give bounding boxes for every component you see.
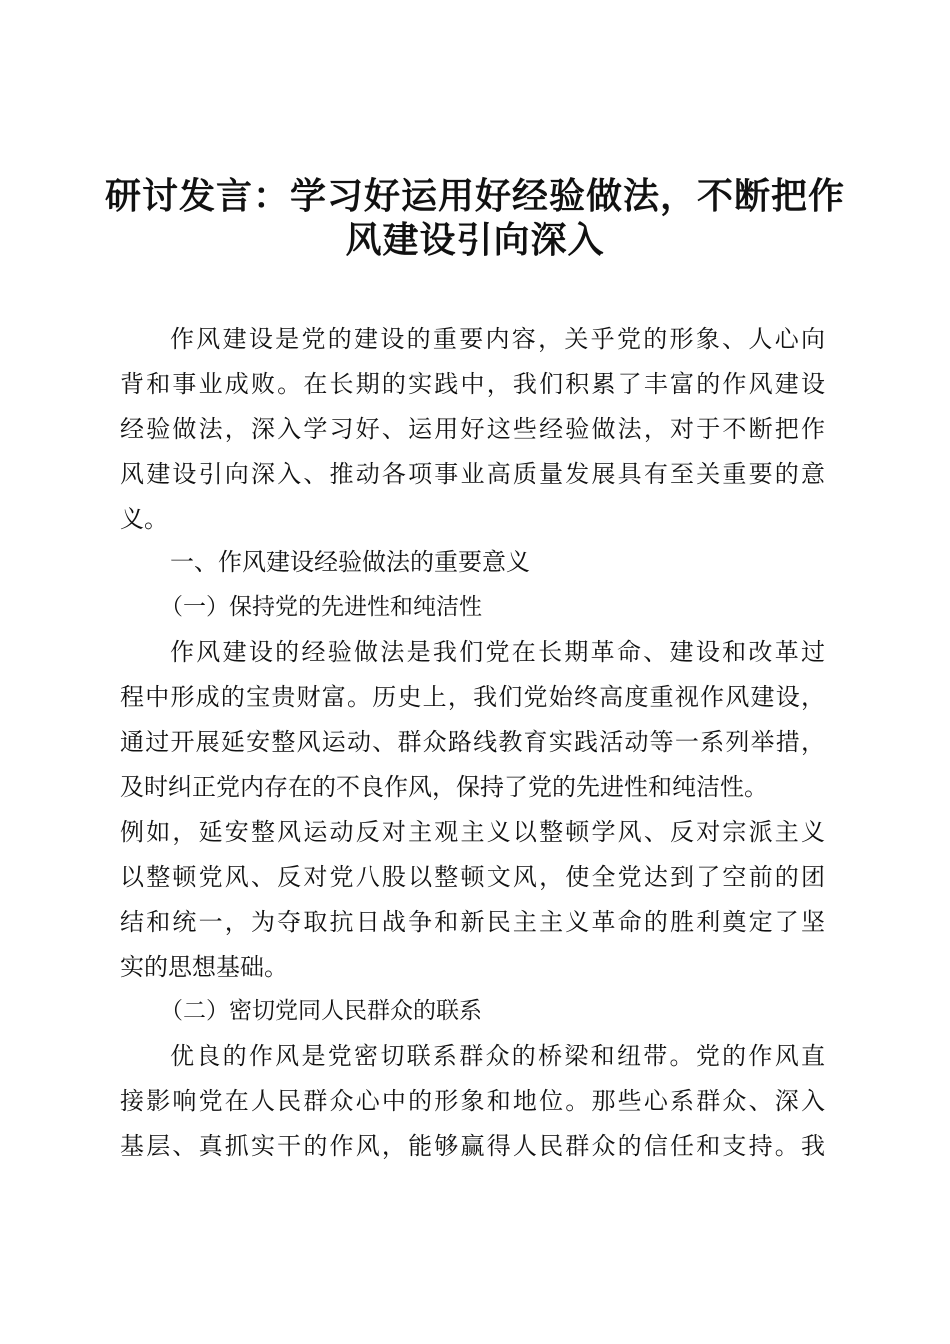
paragraph-line: 例如，延安整风运动反对主观主义以整顿学风、反对宗派主义: [120, 818, 825, 846]
paragraph-line: 通过开展延安整风运动、群众路线教育实践活动等一系列举措，: [120, 728, 825, 756]
intro-line: 义。: [120, 505, 168, 533]
paragraph-line: 作风建设的经验做法是我们党在长期革命、建设和改革过: [170, 638, 825, 666]
paragraph-line: 以整顿党风、反对党八股以整顿文风，使全党达到了空前的团: [120, 863, 825, 891]
subsection-heading: （一）保持党的先进性和纯洁性: [160, 594, 482, 620]
intro-line: 风建设引向深入、推动各项事业高质量发展具有至关重要的意: [120, 460, 825, 488]
subsection-heading: （二）密切党同人民群众的联系: [160, 998, 482, 1024]
paragraph-line: 基层、真抓实干的作风，能够赢得人民群众的信任和支持。我: [120, 1132, 825, 1160]
paragraph-line: 及时纠正党内存在的不良作风，保持了党的先进性和纯洁性。: [120, 773, 768, 801]
paragraph-line: 优良的作风是党密切联系群众的桥梁和纽带。党的作风直: [170, 1042, 825, 1070]
section-heading: 一、作风建设经验做法的重要意义: [170, 548, 530, 576]
paragraph-line: 接影响党在人民群众心中的形象和地位。那些心系群众、深入: [120, 1087, 825, 1115]
intro-line: 作风建设是党的建设的重要内容，关乎党的形象、人心向: [170, 325, 825, 353]
intro-line: 背和事业成败。在长期的实践中，我们积累了丰富的作风建设: [120, 370, 825, 398]
paragraph-line: 实的思想基础。: [120, 953, 288, 981]
document-title-line-2: 风建设引向深入: [345, 220, 605, 261]
paragraph-line: 程中形成的宝贵财富。历史上，我们党始终高度重视作风建设，: [120, 683, 825, 711]
paragraph-line: 结和统一，为夺取抗日战争和新民主主义革命的胜利奠定了坚: [120, 908, 825, 936]
document-title-line-1: 研讨发言：学习好运用好经验做法，不断把作: [104, 176, 845, 217]
intro-line: 经验做法，深入学习好、运用好这些经验做法，对于不断把作: [120, 415, 825, 443]
